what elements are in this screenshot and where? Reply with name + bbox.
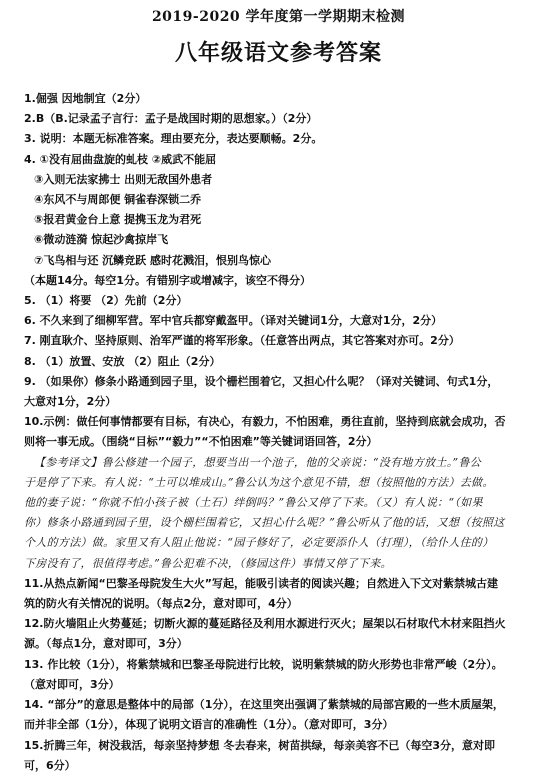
answer-line: 4. ①没有屈曲盘旋的虬枝 ②威武不能屈 bbox=[24, 152, 217, 166]
answer-line: ⑥微动涟漪 惊起沙禽掠岸飞 bbox=[34, 233, 169, 247]
answer-line: 3. 说明：本题无标准答案。理由要充分，表达要顺畅。2分。 bbox=[24, 132, 323, 146]
answer-content bbox=[24, 89, 533, 776]
answer-line: 10.示例：做任何事情都要有目标，有决心，有毅力，不怕困难，勇往直前，坚持到底就会成功，否 bbox=[24, 415, 506, 429]
answer-line: 1.倔强 因地制宜（2分） bbox=[24, 92, 147, 105]
answer-line: 14. “部分”的意思是整体中的局部（1分），在这里突出强调了紫禁城的局部宫殿的一些木质屋架， bbox=[24, 698, 504, 712]
answer-line: 可，6分） bbox=[24, 758, 76, 772]
answer-line: 8. （1）放置、安放 （2）阻止（2分） bbox=[24, 354, 221, 368]
answer-line: 5. （1）将要 （2）先前（2分） bbox=[24, 294, 188, 308]
answer-line: ⑤报君黄金台上意 提携玉龙为君死 bbox=[34, 213, 202, 227]
answer-line: 而并非全部（1分），体现了说明文语言的准确性（1分）。（意对即可，3分） bbox=[24, 718, 394, 732]
answer-line: 9. （如果你）修条小路通到园子里，设个栅栏围着它，又担心什么呢？（译对关键词、句式1分， bbox=[24, 374, 499, 388]
answer-line: 12.防火墙阻止火势蔓延；切断火源的蔓延路径及利用水源进行灭火；屋架以石材取代木材来阻挡火 bbox=[24, 617, 506, 631]
answer-line: 2.B（B.记录孟子言行：孟子是战国时期的思想家。）（2分） bbox=[24, 112, 318, 126]
document-title: 八年级语文参考答案 bbox=[174, 40, 382, 66]
answer-line: 6. 不久来到了细柳军营。军中官兵都穿戴盔甲。（译对关键词1分，大意对1分，2分） bbox=[24, 314, 443, 328]
answer-line: （本题14分。每空1分。有错别字或增减字，该空不得分） bbox=[24, 273, 311, 287]
answer-line: ④东风不与周郎便 铜雀春深锁二乔 bbox=[34, 193, 202, 207]
answer-line: 你）修条小路通到园子里，设个栅栏围着它，又担心什么呢？”鲁公听从了他的话，又想（按照这 bbox=[24, 516, 505, 530]
answer-line: ③入则无法家拂士 出则无敌国外患者 bbox=[34, 172, 213, 186]
answer-line: ⑦飞鸟相与还 沉鳞竞跃 感时花溅泪，恨别鸟惊心 bbox=[34, 253, 271, 267]
answer-line: 大意对1分，2分） bbox=[24, 395, 117, 409]
answer-line: 11.从热点新闻“巴黎圣母院发生大火”写起，能吸引读者的阅读兴趣；自然进入下文对紫禁城古建 bbox=[24, 576, 498, 590]
document-header: 2019-2020 学年度第一学期期末检测 bbox=[151, 9, 406, 25]
answer-line: 15.折腾三年，树没栽活，每亲坚持梦想 冬去春来，树苗拱绿，每亲美容不已（每空3分，意对即 bbox=[24, 738, 495, 752]
answer-line: （意对即可，3分） bbox=[24, 677, 120, 691]
answer-line: 【参考译文】鲁公修建一个园子，想要当出一个池子，他的父亲说：“没有地方放土。”鲁公 bbox=[34, 455, 482, 469]
answer-line: 于是停了下来。有人说：“土可以堆成山。”鲁公认为这个意见不错，想（按照他的方法）去做。 bbox=[24, 475, 494, 489]
answer-line: 源。（每点1分，意对即可，3分） bbox=[24, 637, 188, 651]
answer-line: 筑的防火有关情况的说明。（每点2分，意对即可，4分） bbox=[24, 597, 298, 611]
answer-line: 则将一事无成。（围绕“目标”“毅力”“不怕困难”等关键词语回答，2分） bbox=[24, 435, 378, 449]
answer-line: 7. 刚直耿介、坚持原则、治军严谨的将军形象。（任意答出两点，其它答案对亦可。2分） bbox=[24, 334, 460, 348]
answer-line: 13. 作比较（1分），将紫禁城和巴黎圣母院进行比较，说明紫禁城的防火形势也非常严峻（2分）。 bbox=[24, 657, 503, 671]
answer-line: 他的妻子说：“你就不怕小孩子被（土石）绊倒吗？”鲁公又停了下来。（又）有人说：“（如果 bbox=[24, 496, 483, 510]
answer-line: 下房没有了，很值得考虑。”鲁公犯难不决，（修园这件）事情又停了下来。 bbox=[24, 556, 392, 570]
answer-line: 个人的方法）做。家里又有人阻止他说：“园子修好了，必定要添仆人（打理），（给仆人住的） bbox=[24, 536, 494, 550]
